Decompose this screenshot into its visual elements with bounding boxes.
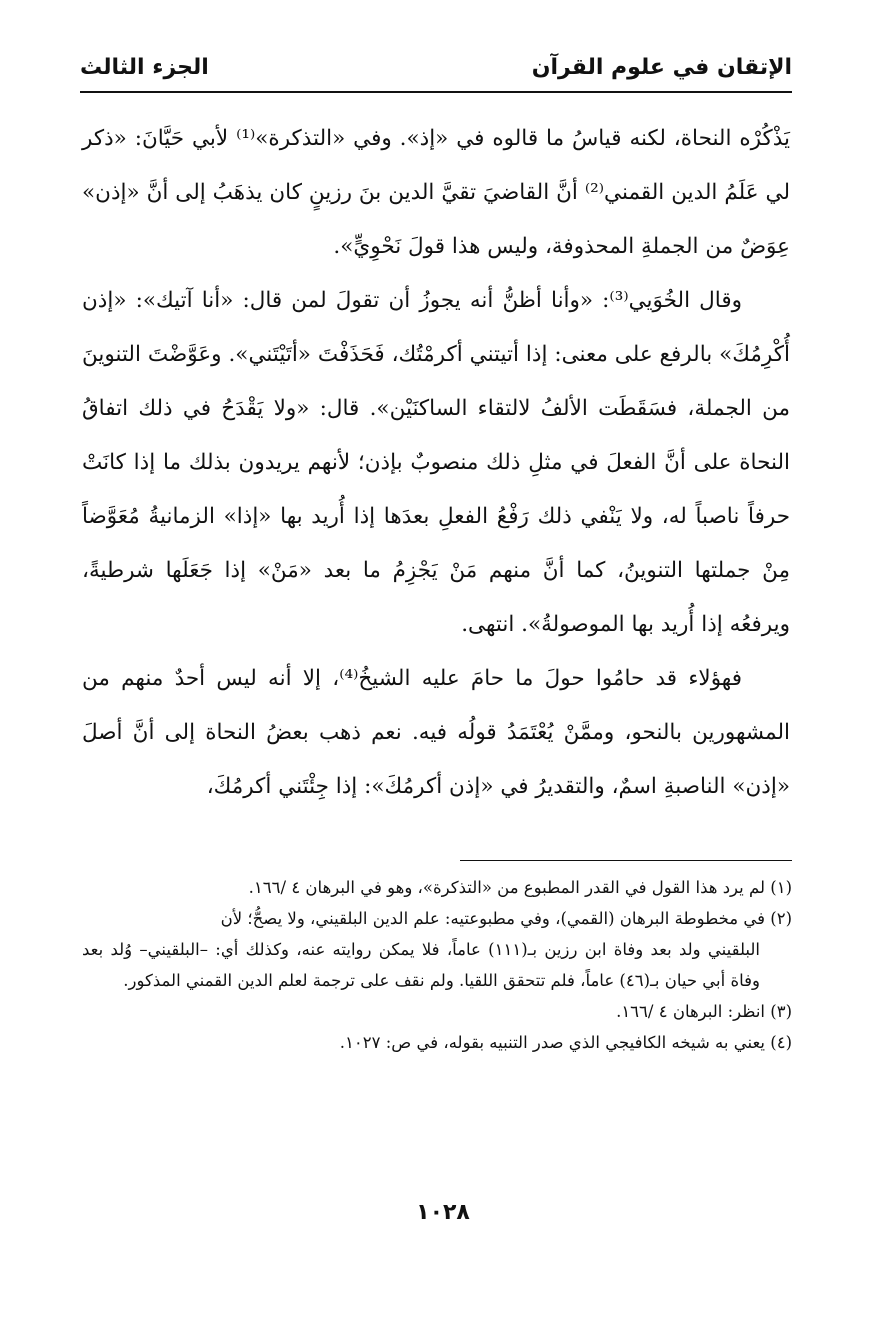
- paragraph-1: يَذْكُرْه النحاة، لكنه قياسُ ما قالوه في «إذ». وفي «التذكرة»⁽¹⁾ لأبي حَيَّانَ: «ذكر لي عَلَمُ الدين القمني⁽²⁾ أنَّ القاضيَ تقيَّ الدين بنَ رزينٍ كان يذهَبُ إلى أنَّ «إذن» عِوَضٌ من الجملةِ المحذوفة، وليس هذا قولَ نَحْوِيٍّ».: [82, 126, 790, 259]
- footnote-rule: [460, 860, 792, 861]
- footnote-4: (٤) يعني به شيخه الكافيجي الذي صدر التنبيه بقوله، في ص: ١٠٢٧.: [339, 1033, 792, 1052]
- footnote-3: (٣) انظر: البرهان ٤ /١٦٦.: [616, 1002, 792, 1021]
- volume-label: الجزء الثالث: [80, 54, 209, 80]
- footnote-2-continued: البلقيني ولد بعد وفاة ابن رزين بـ(١١١) عاماً، فلا يمكن روايته عنه، وكذلك أي: –البلقيني– وُلد بعد وفاة أبي حيان بـ(٤٦) عاماً، فلم تتحقق اللقيا. ولم نقف على ترجمة لعلم الدين القمني المذكور.: [82, 940, 761, 990]
- running-header: [80, 44, 792, 90]
- footnote-1: (١) لم يرد هذا القول في القدر المطبوع من «التذكرة»، وهو في البرهان ٤ /١٦٦.: [248, 878, 792, 897]
- paragraph-2: وقال الخُوَيي⁽³⁾: «وأنا أظنُّ أنه يجوزُ أن تقولَ لمن قال: «أنا آتيك»: «إذن أُكْرِمُكَ» بالرفع على معنى: إذا أتيتني أكرمْتُك، فَحَذَفْتَ «أتَيْتَني». وعَوَّضْتَ التنوينَ من الجملة، فسَقَطَت الألفُ لالتقاء الساكنَيْن». قال: «ولا يَقْدَحُ في ذلك اتفاقُ النحاة على أنَّ الفعلَ في مثلِ ذلك منصوبٌ بإذن؛ لأنهم يريدون بذلك ما إذا كانَتْ حرفاً ناصباً له، ولا يَنْفي ذلك رَفْعُ الفعلِ بعدَها إذا أُريد بها «إذا» الزمانيةُ مُعَوَّضاً مِنْ جملتها التنوينُ، كما أنَّ منهم مَنْ يَجْزِمُ ما بعد «مَنْ» إذا جَعَلَها شرطيةً، ويرفعُه إذا أُريد بها الموصولةُ». انتهى.: [82, 288, 790, 637]
- main-text: [82, 112, 790, 814]
- footnotes: [82, 872, 792, 1058]
- paragraph-3: فهؤلاء قد حامُوا حولَ ما حامَ عليه الشيخُ⁽⁴⁾، إلا أنه ليس أحدٌ منهم من المشهورين بالنحو، وممَّنْ يُعْتَمَدُ قولُه فيه. نعم ذهب بعضُ النحاة إلى أنَّ أصلَ «إذن» الناصبةِ اسمٌ، والتقديرُ في «إذن أكرمُكَ»: إذا جِئْتَني أكرمُكَ،: [82, 666, 790, 799]
- footnote-2: (٢) في مخطوطة البرهان (القمي)، وفي مطبوعتيه: علم الدين البلقيني، ولا يصحُّ؛ لأن: [220, 909, 792, 928]
- page-number: ١٠٢٨: [416, 1200, 470, 1225]
- book-title: الإتقان في علوم القرآن: [531, 54, 792, 80]
- header-rule: [80, 91, 792, 93]
